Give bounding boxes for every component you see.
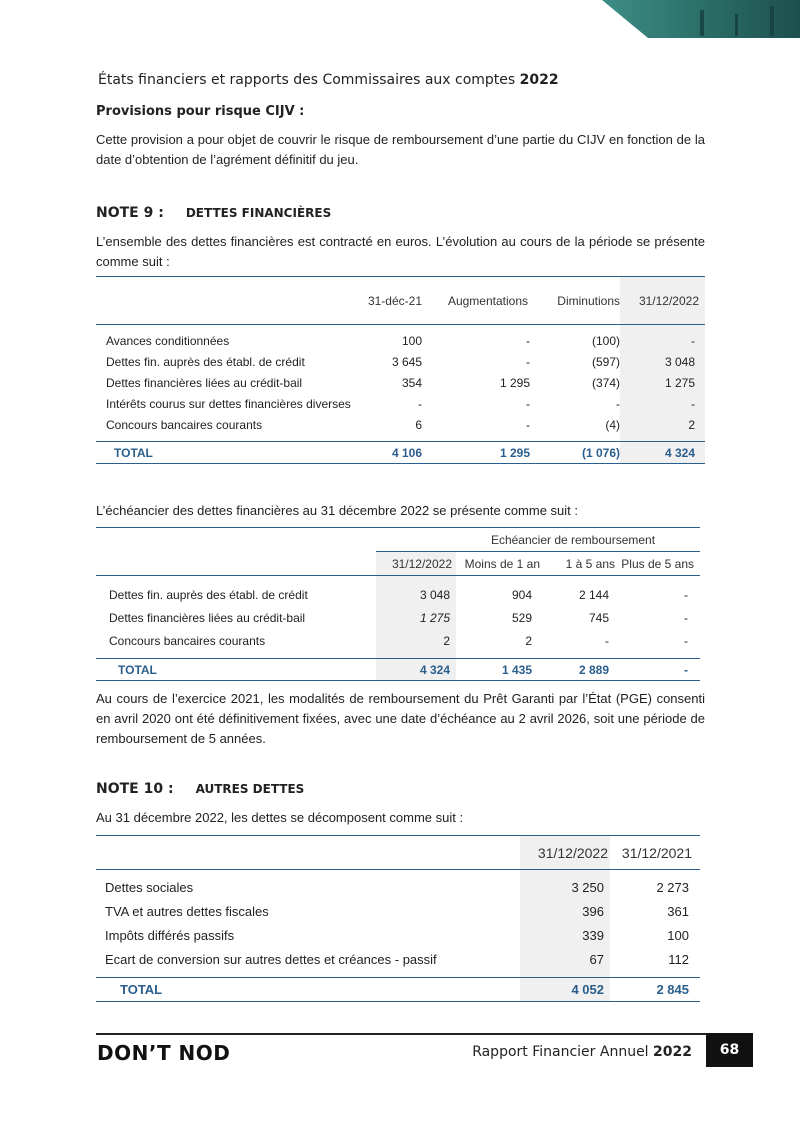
cell: 2: [620, 415, 705, 436]
pge-text: Au cours de l’exercice 2021, les modalités de remboursement du Prêt Garanti par l’État (PGE) consenti en avril 2020 ont été définitivement fixées, avec une date d’échéance au 2 avril 2026, soit une période de remboursement de 5 années.: [96, 691, 705, 746]
table-row: [96, 900, 700, 924]
table-row: [96, 584, 700, 607]
cell: -: [526, 418, 530, 432]
cell: -: [526, 334, 530, 348]
total-cell: 2 889: [540, 659, 617, 681]
cell: 2 273: [656, 880, 689, 895]
table-row: [96, 394, 705, 415]
col-header-highlight: 31/12/2022: [520, 836, 610, 870]
col-header: Moins de 1 an: [464, 556, 540, 571]
table-row: [96, 415, 705, 436]
provisions-title: Provisions pour risque CIJV :: [96, 104, 305, 119]
row-label: TVA et autres dettes fiscales: [105, 904, 269, 919]
provisions-text: Cette provision a pour objet de couvrir le risque de remboursement d’une partie du CIJV en fonction de la date d’obtention de l’agrément définitif du jeu.: [96, 132, 705, 167]
cell: -: [526, 355, 530, 369]
cell: -: [526, 397, 530, 411]
total-label: TOTAL: [96, 978, 520, 1002]
row-label: Dettes sociales: [105, 880, 194, 895]
total-label: TOTAL: [96, 442, 354, 464]
row-label: Concours bancaires courants: [109, 634, 266, 648]
footer-divider: [96, 1033, 706, 1035]
col-header: Augmentations: [447, 293, 528, 308]
row-label: Impôts différés passifs: [105, 928, 235, 943]
cell: 100: [401, 334, 422, 348]
table-row: [96, 331, 705, 352]
table-row: [96, 924, 700, 948]
total-cell: 1 295: [422, 442, 530, 464]
cell: -: [605, 634, 609, 648]
running-title-text: États financiers et rapports des Commissaires aux comptes: [98, 72, 516, 88]
row-label: Dettes fin. auprès des établ. de crédit: [106, 355, 305, 369]
note10-heading: [96, 781, 304, 797]
cell: 112: [668, 952, 689, 967]
table-header-row: [96, 552, 700, 576]
note10-title: AUTRES DETTES: [195, 782, 305, 796]
row-label: Intérêts courus sur dettes financières diverses: [106, 397, 351, 411]
cell: 3 645: [391, 355, 422, 369]
note9-number: NOTE 9 :: [96, 205, 164, 221]
total-cell: 4 052: [520, 978, 610, 1002]
running-title: [98, 72, 559, 88]
financial-debts-table: [96, 276, 705, 464]
cell: 904: [511, 588, 532, 602]
header-banner-image: [0, 0, 800, 38]
col-header-highlight: 31/12/2022: [376, 552, 456, 576]
note9-heading: [96, 205, 331, 221]
footer-report-title-text: Rapport Financier Annuel: [472, 1044, 649, 1060]
col-header: 31/12/2021: [621, 844, 692, 861]
cell: 1 275: [376, 607, 456, 630]
note9-intro2: L’échéancier des dettes financières au 31 décembre 2022 se présente comme suit :: [96, 503, 579, 518]
cell: 354: [401, 376, 422, 390]
note10-number: NOTE 10 :: [96, 781, 174, 797]
table-row: [96, 352, 705, 373]
cell: 2: [376, 630, 456, 653]
total-cell: 2 845: [610, 978, 700, 1002]
cell: -: [684, 611, 688, 625]
cell: 3 048: [376, 584, 456, 607]
cell: (100): [591, 334, 620, 348]
page-number: 68: [706, 1033, 753, 1067]
note9-title: DETTES FINANCIÈRES: [185, 206, 332, 220]
other-debts-table: [96, 835, 700, 1002]
running-title-year: 2022: [519, 72, 559, 88]
row-label: Ecart de conversion sur autres dettes et créances - passif: [105, 952, 437, 967]
total-cell: (1 076): [530, 442, 620, 464]
cell: 100: [667, 928, 689, 943]
cell: 396: [520, 900, 610, 924]
col-header: 31-déc-21: [367, 293, 422, 308]
row-label: Concours bancaires courants: [106, 418, 263, 432]
row-label: Dettes fin. auprès des établ. de crédit: [109, 588, 308, 602]
cell: -: [616, 397, 620, 411]
footer-report-year: 2022: [653, 1044, 692, 1060]
cell: 1 275: [620, 373, 705, 394]
cell: 361: [667, 904, 689, 919]
total-row: [96, 442, 705, 464]
total-cell: 1 435: [456, 659, 540, 681]
col-header-highlight: 31/12/2022: [620, 277, 705, 325]
cell: 3 048: [620, 352, 705, 373]
cell: 529: [511, 611, 532, 625]
total-cell: 4 324: [620, 442, 705, 464]
total-label: TOTAL: [96, 659, 376, 681]
cell: 3 250: [520, 876, 610, 900]
total-row: [96, 978, 700, 1002]
note10-intro: Au 31 décembre 2022, les dettes se décomposent comme suit :: [96, 810, 464, 825]
cell: (374): [591, 376, 620, 390]
footer-report-title: [472, 1044, 692, 1060]
cell: -: [684, 588, 688, 602]
company-logo: DON’T NOD: [97, 1041, 231, 1065]
table-row: [96, 607, 700, 630]
cell: -: [620, 394, 705, 415]
col-header: Diminutions: [557, 293, 620, 308]
total-cell: 4 324: [376, 659, 456, 681]
cell: (4): [605, 418, 620, 432]
table-header-row: [96, 836, 700, 870]
total-row: [96, 659, 700, 681]
col-header: 1 à 5 ans: [565, 556, 615, 571]
cell: 745: [588, 611, 609, 625]
table-row: [96, 948, 700, 972]
row-label: Dettes financières liées au crédit-bail: [106, 376, 303, 390]
cell: 6: [415, 418, 422, 432]
cell: (597): [591, 355, 620, 369]
cell: -: [418, 397, 422, 411]
note9-intro: L’ensemble des dettes financières est contracté en euros. L’évolution au cours de la période se présente comme suit :: [96, 234, 705, 269]
cell: 67: [520, 948, 610, 972]
cell: 1 295: [499, 376, 530, 390]
total-cell: 4 106: [354, 442, 422, 464]
table-row: [96, 630, 700, 653]
cell: 2: [525, 634, 532, 648]
cell: -: [684, 634, 688, 648]
row-label: Dettes financières liées au crédit-bail: [109, 611, 306, 625]
row-label: Avances conditionnées: [106, 334, 230, 348]
repayment-schedule-table: [96, 527, 700, 681]
schedule-group-header: Echéancier de remboursement: [376, 528, 700, 552]
table-row: [96, 373, 705, 394]
table-header-row: [96, 277, 705, 325]
col-header: Plus de 5 ans: [621, 556, 694, 571]
total-cell: -: [617, 659, 700, 681]
cell: -: [620, 331, 705, 352]
table-row: [96, 876, 700, 900]
cell: 339: [520, 924, 610, 948]
cell: 2 144: [578, 588, 609, 602]
